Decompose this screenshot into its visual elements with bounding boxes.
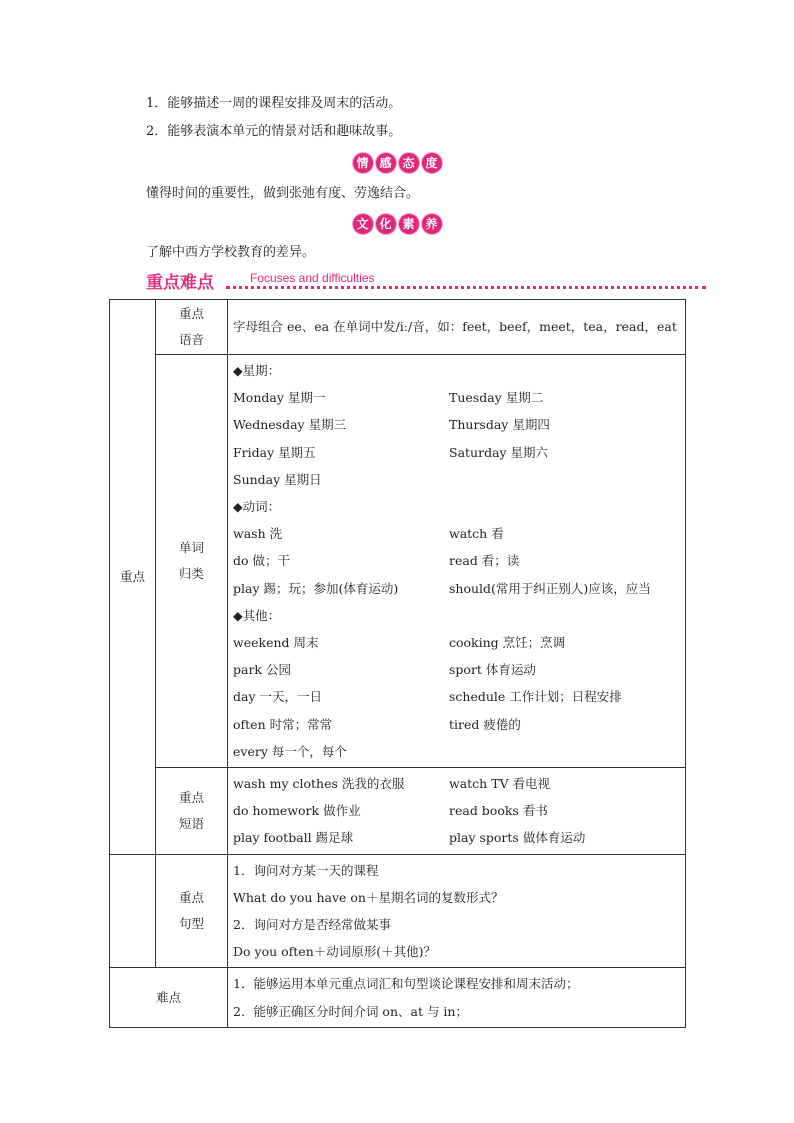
list-item xyxy=(233,738,685,765)
list-item xyxy=(233,797,685,824)
phrase-entry: do homework 做作业 xyxy=(233,803,361,819)
sentences-row xyxy=(110,854,686,968)
word-entry: Thursday 星期四 xyxy=(449,417,550,433)
phrase-entry: watch TV 看电视 xyxy=(449,776,551,792)
label-line: 重点 xyxy=(178,306,204,321)
label-line: 单词 xyxy=(178,540,204,556)
word-entry: read 看；读 xyxy=(449,553,520,569)
words-row xyxy=(110,355,686,768)
label-line: 语音 xyxy=(178,332,204,347)
badge-char: 度 xyxy=(422,153,442,173)
word-entry: play 踢；玩；参加(体育运动) xyxy=(233,580,399,596)
skill-objective-1: 1．能够描述一周的课程安排及周末的活动。 xyxy=(146,96,402,111)
phonics-row xyxy=(110,300,686,355)
badge-char: 养 xyxy=(422,214,442,234)
word-entry: park 公园 xyxy=(233,662,291,678)
list-item xyxy=(233,547,685,574)
phrases-content xyxy=(228,768,686,855)
list-item xyxy=(233,520,685,547)
difficulties-content xyxy=(228,968,686,1027)
phrase-entry: play football 踢足球 xyxy=(233,830,354,846)
badge-char: 素 xyxy=(399,214,419,234)
list-item xyxy=(233,656,685,683)
list-item xyxy=(233,629,685,656)
phrases-row xyxy=(110,768,686,855)
word-entry: Monday 星期一 xyxy=(233,390,326,406)
badge-char: 化 xyxy=(376,214,396,234)
word-entry: should(常用于纠正别人)应该，应当 xyxy=(449,580,651,596)
sentence-line: Do you often＋动词原形(＋其他)？ xyxy=(233,944,437,960)
dotted-rule xyxy=(226,286,706,289)
phrase-entry: read books 看书 xyxy=(449,803,548,819)
sentence-line: What do you have on＋星期名词的复数形式？ xyxy=(233,889,504,905)
sentences-label xyxy=(156,854,228,968)
list-item xyxy=(233,683,685,710)
verbs-heading: ◆动词： xyxy=(233,499,281,515)
phonics-text: 字母组合 ee、ea 在单词中发/iː/音，如：feet，beef，meet，tea，read，eat xyxy=(233,319,677,334)
word-entry: watch 看 xyxy=(449,526,504,542)
difficulty-label: 难点 xyxy=(110,968,228,1027)
list-item xyxy=(233,411,685,438)
section-subtitle: Focuses and difficulties xyxy=(250,271,375,285)
difficulties-row xyxy=(110,968,686,1027)
word-entry: schedule 工作计划；日程安排 xyxy=(449,689,622,705)
list-item xyxy=(233,384,685,411)
list-item xyxy=(233,466,685,493)
section-heading xyxy=(146,268,706,292)
word-entry: tired 疲倦的 xyxy=(449,716,521,732)
word-entry: every 每一个，每个 xyxy=(233,743,347,759)
label-line: 句型 xyxy=(178,916,204,932)
list-item xyxy=(233,770,685,797)
focus-label: 重点 xyxy=(110,300,156,855)
word-entry: Saturday 星期六 xyxy=(449,444,549,460)
label-line: 短语 xyxy=(178,815,204,831)
skill-objective-2: 2．能够表演本单元的情景对话和趣味故事。 xyxy=(146,124,402,139)
culture-badge xyxy=(0,214,794,234)
badge-char: 态 xyxy=(399,153,419,173)
phrase-entry: play sports 做体育运动 xyxy=(449,830,586,846)
difficulty-line: 1．能够运用本单元重点词汇和句型谈论课程安排和周末活动； xyxy=(233,976,579,992)
badge-char: 情 xyxy=(353,153,373,173)
badge-char: 感 xyxy=(376,153,396,173)
label-line: 重点 xyxy=(178,789,204,805)
list-item xyxy=(233,711,685,738)
focus-difficulty-table xyxy=(109,299,686,1028)
word-entry: sport 体育运动 xyxy=(449,662,536,678)
word-entry: weekend 周末 xyxy=(233,635,319,651)
section-title: 重点难点 xyxy=(146,273,214,293)
list-item xyxy=(233,575,685,602)
emotion-text: 懂得时间的重要性，做到张弛有度、劳逸结合。 xyxy=(146,186,420,201)
sentence-line: 2．询问对方是否经常做某事 xyxy=(233,917,391,933)
word-entry: day 一天，一日 xyxy=(233,689,322,705)
label-line: 重点 xyxy=(178,890,204,906)
word-entry: cooking 烹饪；烹调 xyxy=(449,635,566,651)
words-content xyxy=(228,355,686,768)
others-heading: ◆其他： xyxy=(233,607,281,623)
sentence-line: 1．询问对方某一天的课程 xyxy=(233,862,379,878)
label-line: 归类 xyxy=(178,566,204,582)
phonics-label xyxy=(156,300,228,355)
word-entry: wash 洗 xyxy=(233,526,283,542)
phrase-entry: wash my clothes 洗我的衣服 xyxy=(233,776,405,792)
difficulty-line: 2．能够正确区分时间介词 on、at 与 in； xyxy=(233,1003,468,1019)
badge-char: 文 xyxy=(353,214,373,234)
word-entry: Wednesday 星期三 xyxy=(233,417,347,433)
word-entry: Sunday 星期日 xyxy=(233,471,322,487)
list-item xyxy=(233,439,685,466)
list-item xyxy=(233,824,685,851)
emotion-badge xyxy=(0,153,794,173)
word-entry: do 做；干 xyxy=(233,553,291,569)
days-heading: ◆星期： xyxy=(233,363,281,378)
word-entry: Friday 星期五 xyxy=(233,444,316,460)
word-entry: Tuesday 星期二 xyxy=(449,390,544,406)
words-label xyxy=(156,355,228,768)
phonics-content xyxy=(228,300,686,355)
culture-text: 了解中西方学校教育的差异。 xyxy=(146,245,316,260)
phrases-label xyxy=(156,768,228,855)
sentences-content xyxy=(228,854,686,968)
blank-cell xyxy=(110,854,156,968)
word-entry: often 时常；常常 xyxy=(233,716,333,732)
